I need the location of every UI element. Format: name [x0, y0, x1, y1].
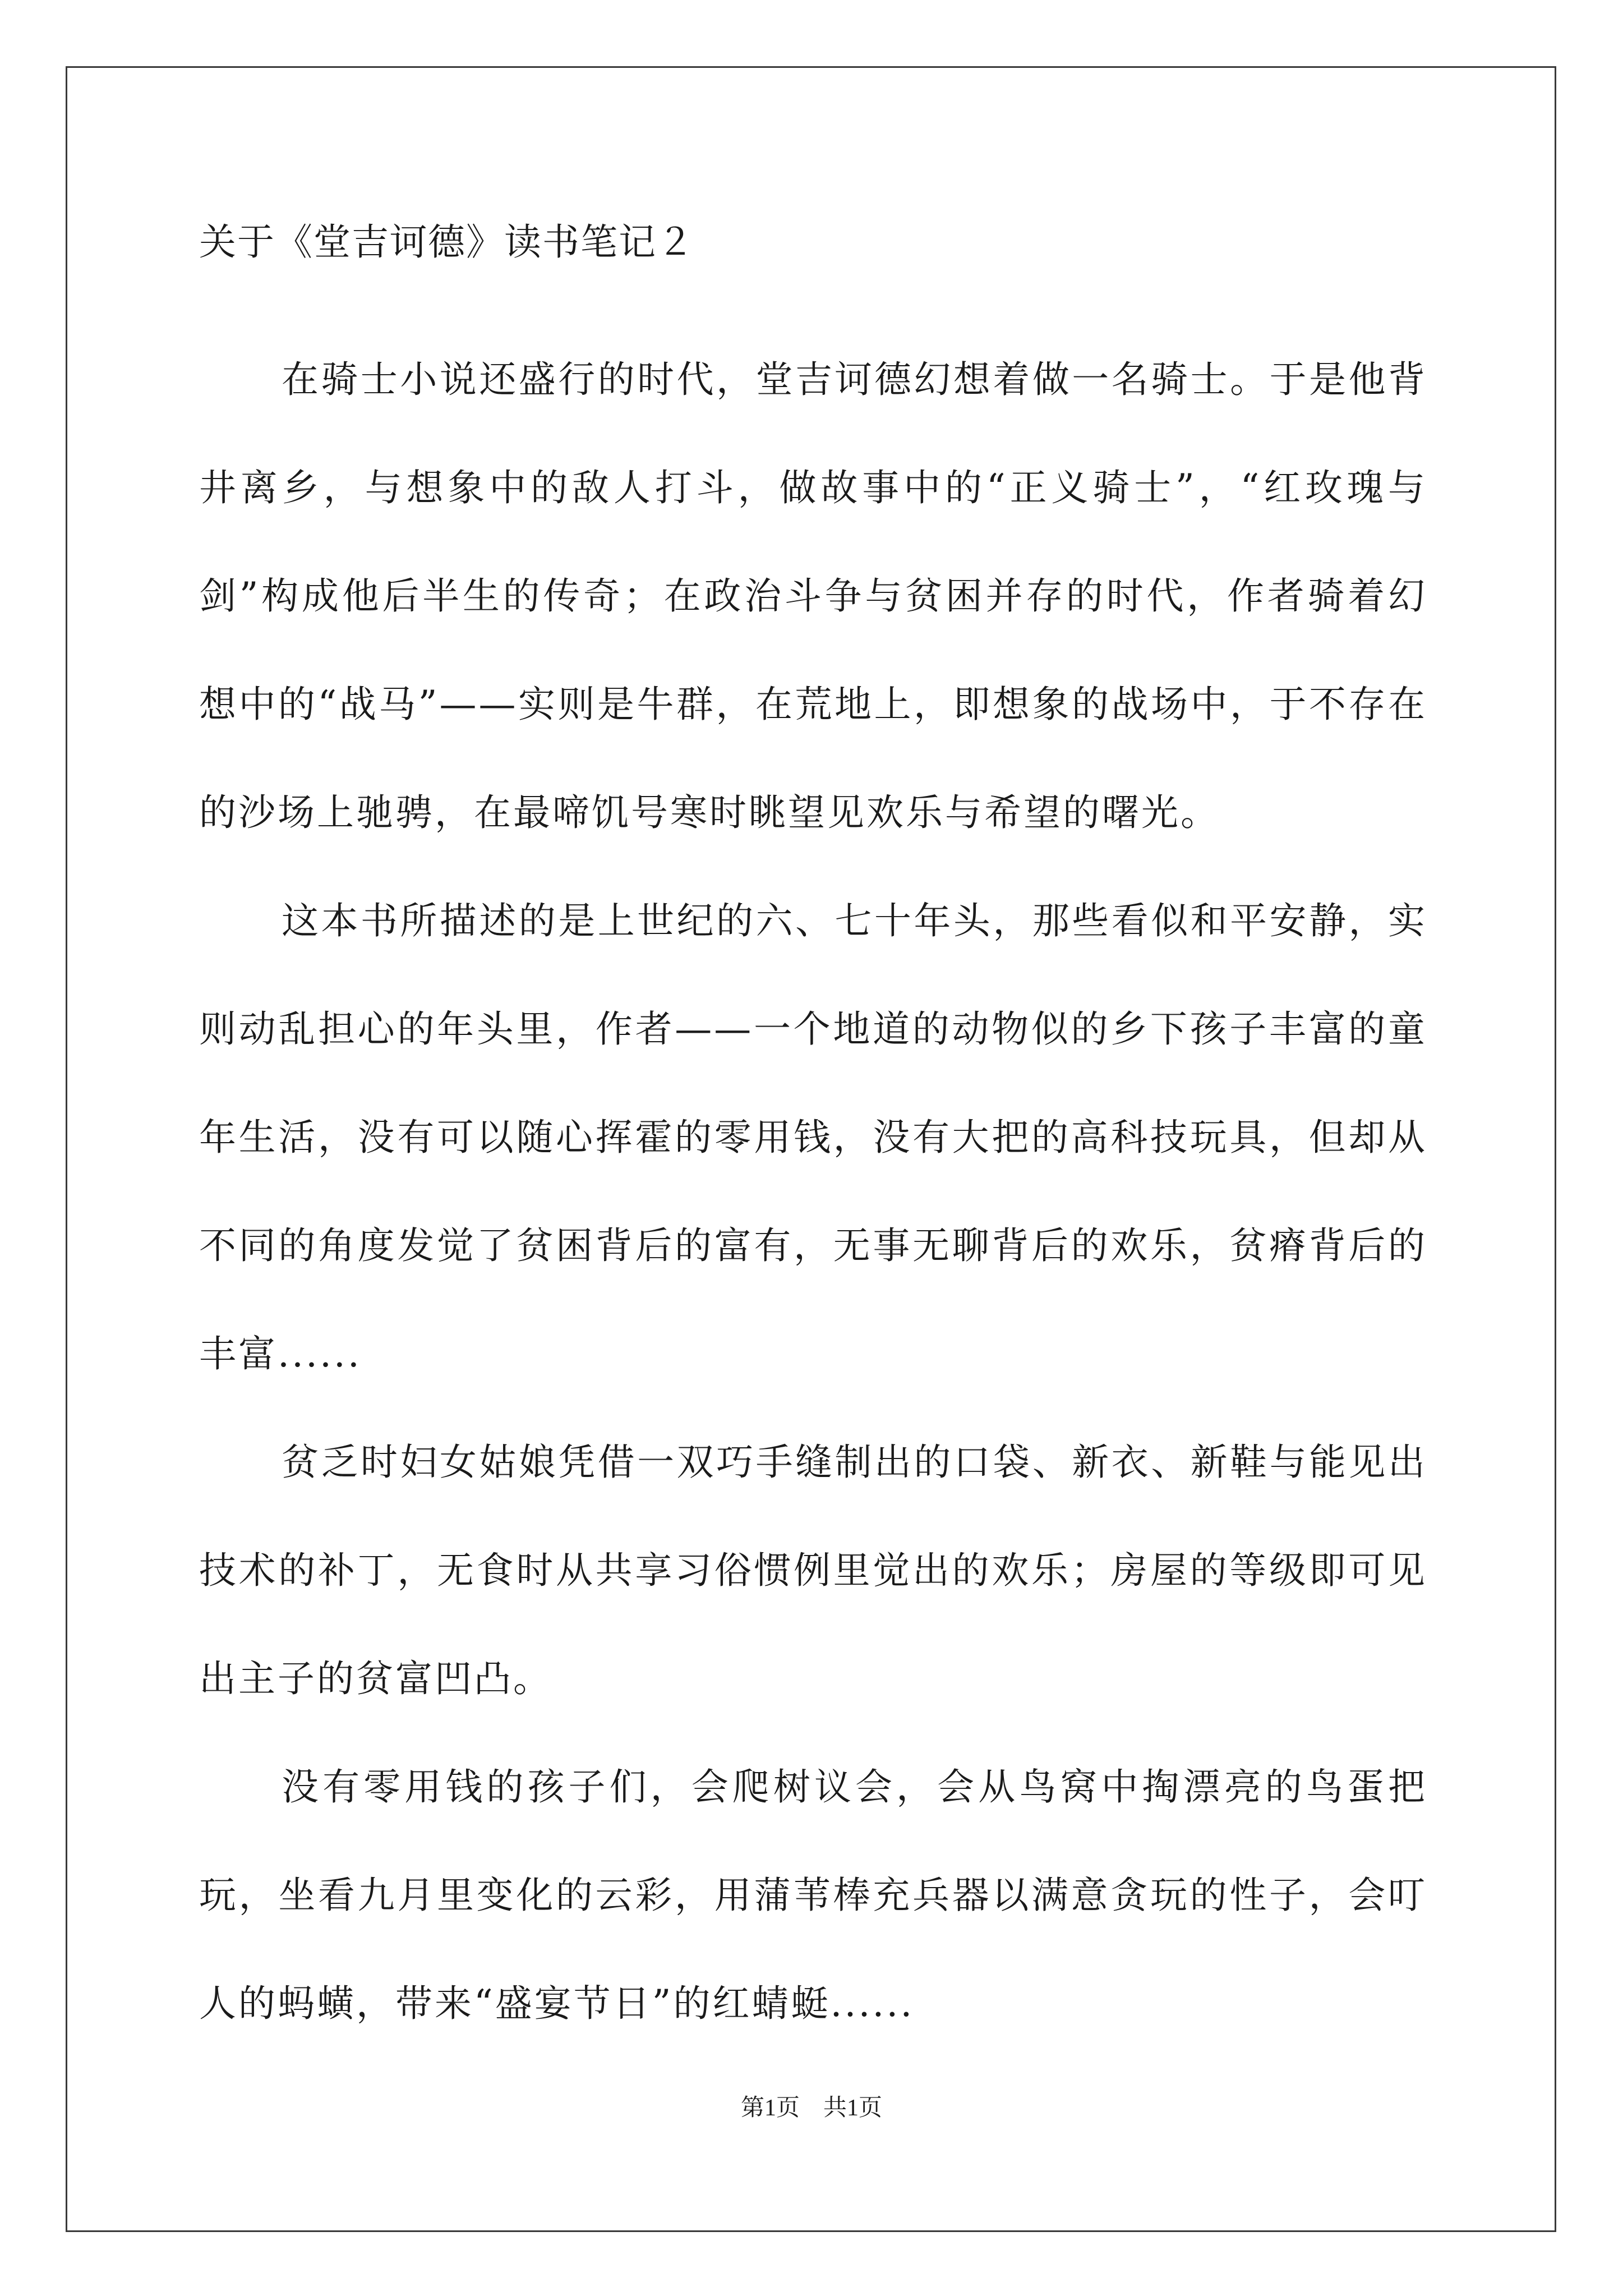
- document-body: [199, 325, 1427, 2058]
- paragraph-3: 贫乏时妇女姑娘凭借一双巧手缝制出的口袋、新衣、新鞋与能见出技术的补丁，无食时从共享习俗惯例里觉出的欢乐；房屋的等级即可见出主子的贫富凹凸。: [199, 1441, 1427, 1700]
- page-footer: 第1页 共1页: [740, 2095, 882, 2121]
- paragraph-4: 没有零用钱的孩子们，会爬树议会，会从鸟窝中掏漂亮的鸟蛋把玩，坐看九月里变化的云彩，用蒲苇棒充兵器以满意贪玩的性子，会叮人的蚂蟥，带来“盛宴节日”的红蜻蜓......: [199, 1765, 1427, 2025]
- paragraph-2: 这本书所描述的是上世纪的六、七十年头，那些看似和平安静，实则动乱担心的年头里，作者——一个地道的动物似的乡下孩子丰富的童年生活，没有可以随心挥霍的零用钱，没有大把的高科技玩具，但却从不同的角度发觉了贫困背后的富有，无事无聊背后的欢乐，贫瘠背后的丰富......: [199, 899, 1427, 1375]
- document-title: 关于《堂吉诃德》读书笔记２: [199, 220, 695, 264]
- paragraph-1: 在骑士小说还盛行的时代，堂吉诃德幻想着做一名骑士。于是他背井离乡，与想象中的敌人打斗，做故事中的“正义骑士”，“红玫瑰与剑”构成他后半生的传奇；在政治斗争与贫困并存的时代，作者骑着幻想中的“战马”——实则是牛群，在荒地上，即想象的战场中，于不存在的沙场上驰骋，在最啼饥号寒时眺望见欢乐与希望的曙光。: [199, 358, 1427, 834]
